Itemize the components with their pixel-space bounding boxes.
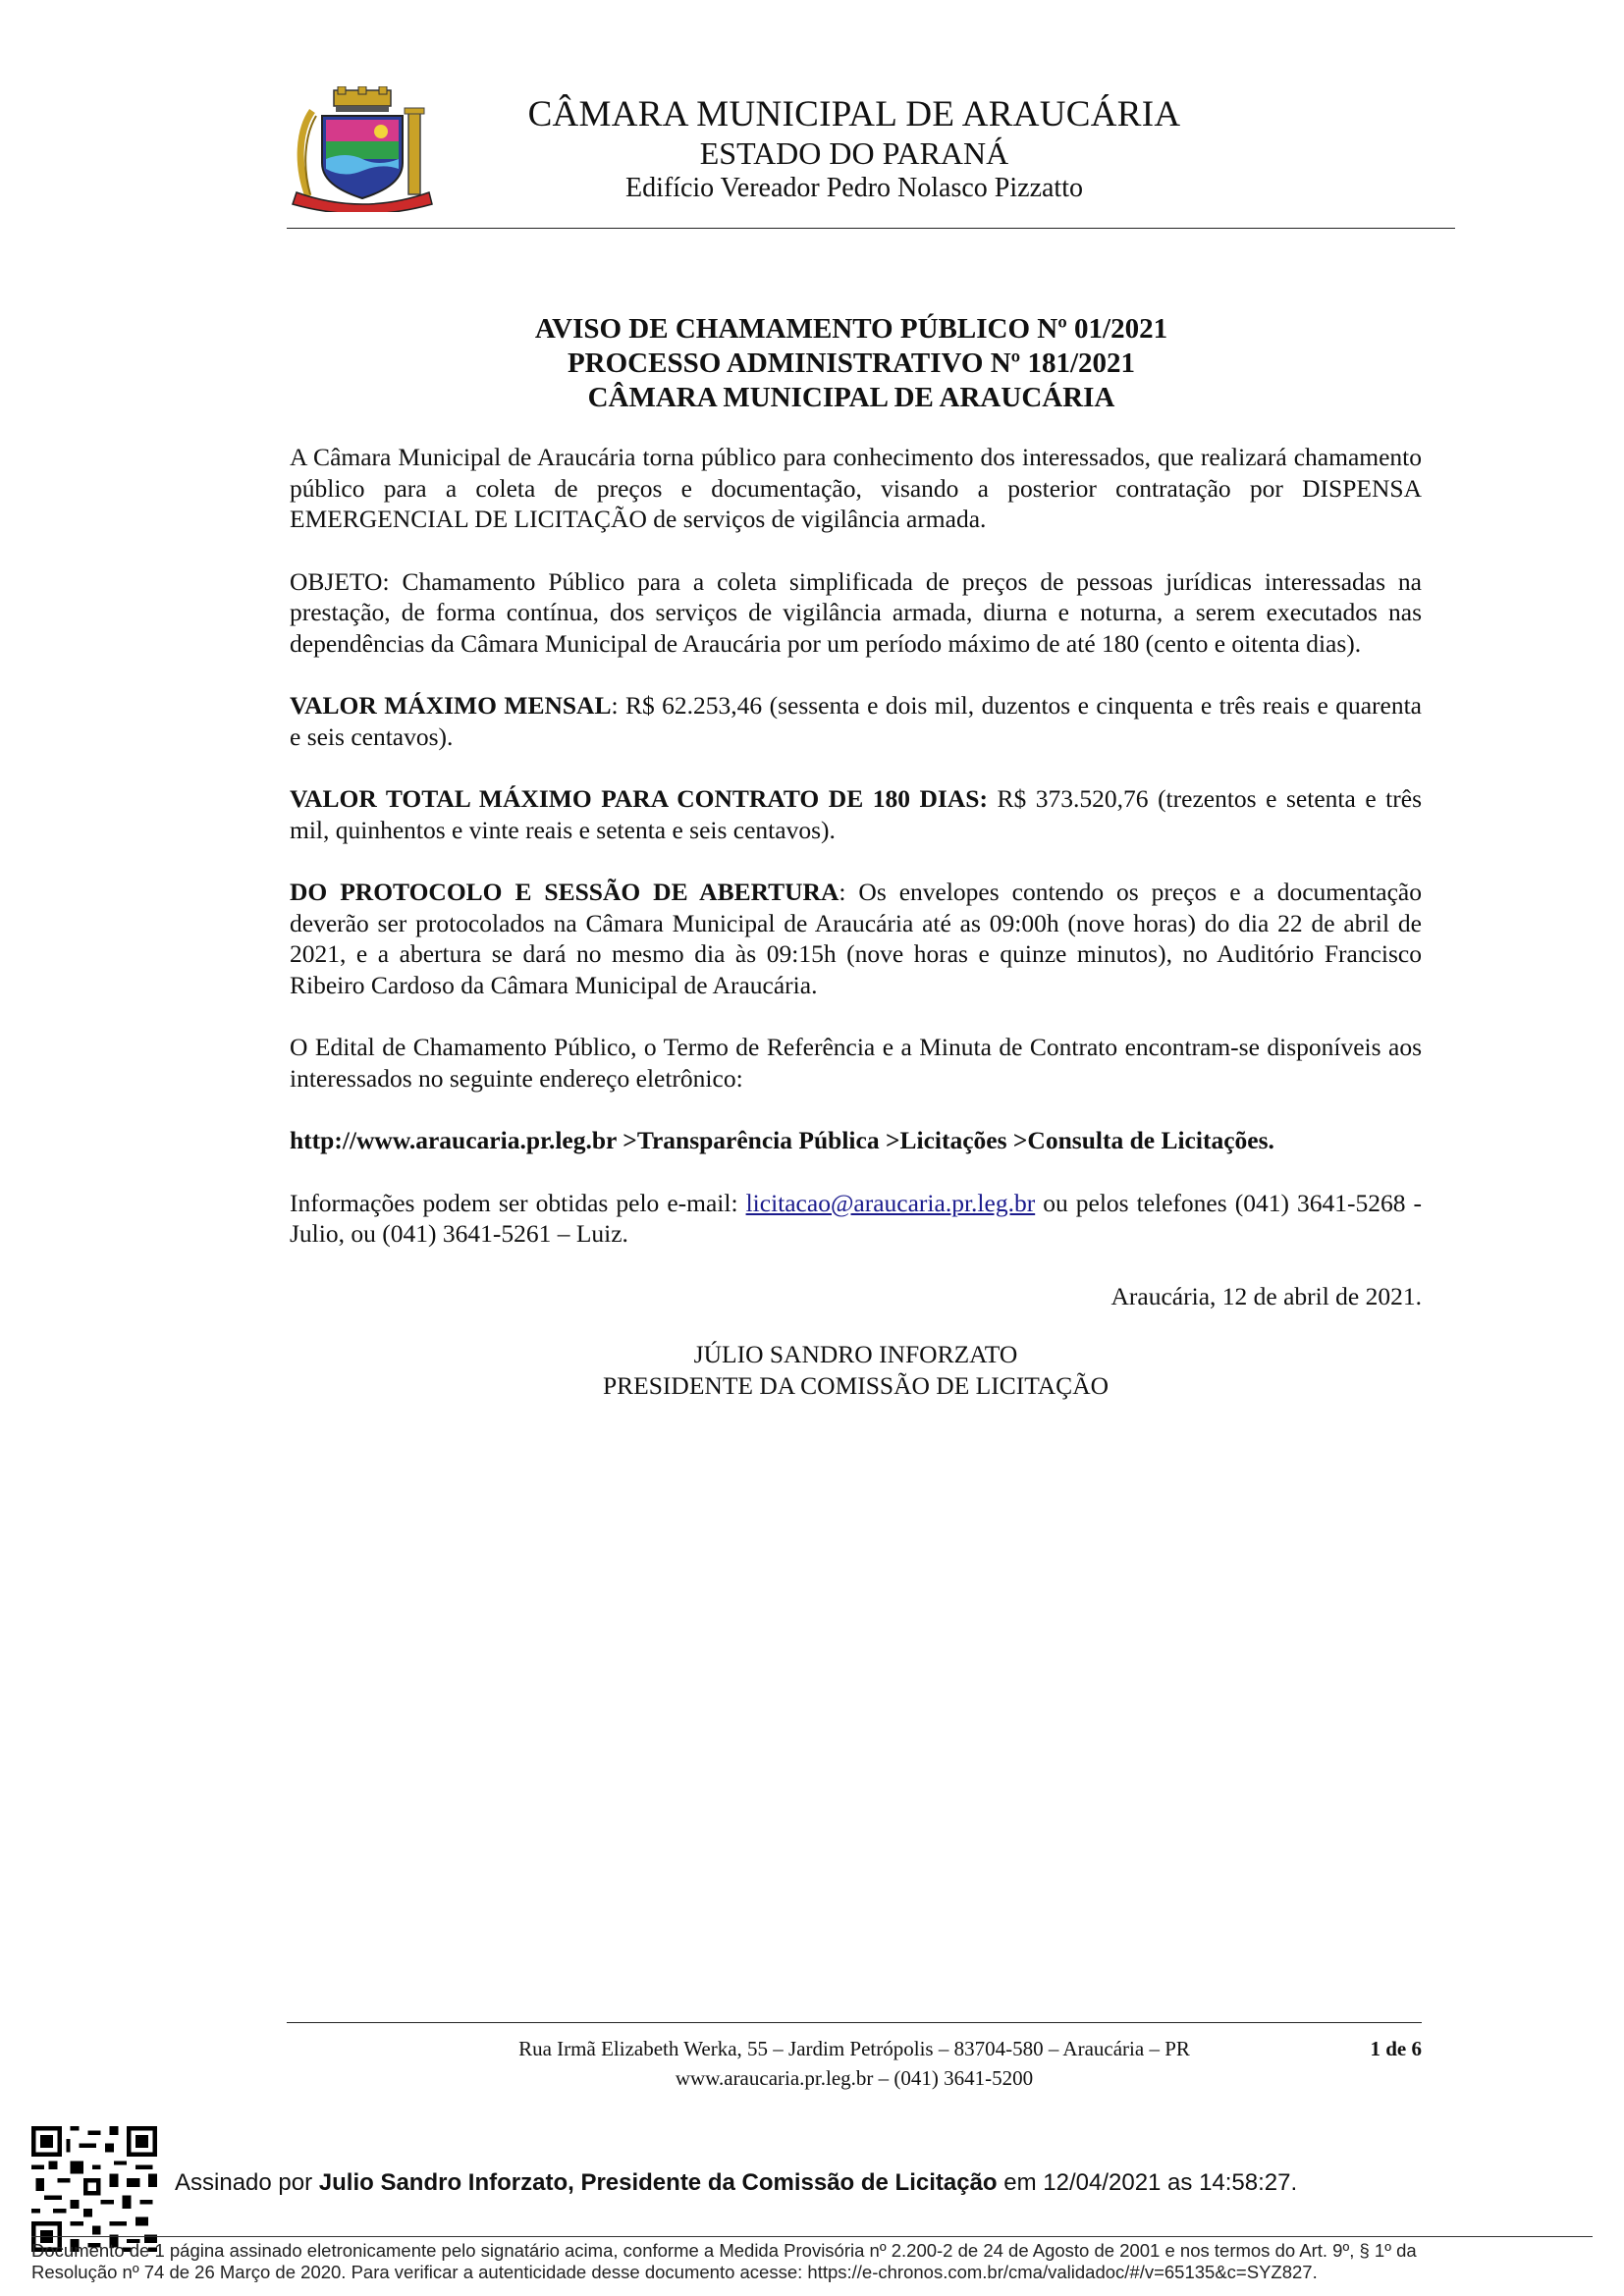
footer-divider: [287, 2022, 1422, 2023]
notice-title: [287, 312, 1416, 415]
qr-code-icon[interactable]: [31, 2126, 157, 2252]
info-prefix: Informações podem ser obtidas pelo e-mail:: [290, 1188, 746, 1217]
page-number: 1 de 6: [1370, 2037, 1422, 2060]
url-path-paragraph: [290, 1125, 1422, 1156]
header-divider: [287, 228, 1455, 229]
signer-name: JÚLIO SANDRO INFORZATO: [693, 1340, 1018, 1368]
digital-signature-line: [175, 2169, 1297, 2197]
verification-note: [31, 2240, 1593, 2283]
valor-total-text: R$ 373.520,76 (trezentos e setenta e três mil, quinhentos e vinte reais e setenta e seis centavos).: [290, 784, 1422, 844]
letterhead: [461, 94, 1247, 206]
signer-role: PRESIDENTE DA COMISSÃO DE LICITAÇÃO: [602, 1371, 1110, 1400]
verification-note-line-2: Resolução nº 74 de 26 Março de 2020. Para verificar a autenticidade desse documento acesse: https://e-chronos.com.br/cma/validadoc/#/v=65135&c=SYZ827.: [31, 2262, 1318, 2282]
page-footer: [287, 2034, 1422, 2093]
municipal-coat-of-arms-icon: [287, 86, 439, 212]
notice-body: [290, 442, 1422, 1402]
title-line-1: AVISO DE CHAMAMENTO PÚBLICO Nº 01/2021: [534, 313, 1168, 345]
verification-note-line-1: Documento de 1 página assinado eletronicamente pelo signatário acima, conforme a Medida Provisória nº 2.200-2 de 24 de Agosto de 2001 e nos termos do Art. 9º, § 1º da: [31, 2240, 1417, 2261]
valor-mensal-label: VALOR MÁXIMO MENSAL: [290, 691, 612, 720]
info-suffix: ou pelos telefones (041) 3641-5268 - Julio, ou (041) 3641-5261 – Luiz.: [290, 1188, 1422, 1248]
edital-paragraph: O Edital de Chamamento Público, o Termo de Referência e a Minuta de Contrato encontram-se disponíveis aos interessados no seguinte endereço eletrônico:: [290, 1033, 1422, 1093]
title-line-2: PROCESSO ADMINISTRATIVO Nº 181/2021: [567, 347, 1136, 379]
signed-by: Julio Sandro Inforzato, Presidente da Comissão de Licitação: [318, 2169, 998, 2196]
email-link[interactable]: licitacao@araucaria.pr.leg.br: [745, 1188, 1036, 1217]
protocolo-text: : Os envelopes contendo os preços e a documentação deverão ser protocolados na Câmara Municipal de Araucária até as 09:00h (nove horas) do dia 22 de abril de 2021, e a abertura se dará no mesmo dia às 09:15h (nove horas e quinze minutos), no Auditório Francisco Ribeiro Cardoso da Câmara Municipal de Araucária.: [290, 878, 1422, 999]
building-name: Edifício Vereador Pedro Nolasco Pizzatto: [624, 173, 1083, 203]
info-paragraph: [290, 1188, 1422, 1250]
signed-prefix: Assinado por: [175, 2169, 319, 2196]
title-line-3: CÂMARA MUNICIPAL DE ARAUCÁRIA: [587, 382, 1115, 413]
url-path: http://www.araucaria.pr.leg.br >Transparência Pública >Licitações >Consulta de Licitações.: [290, 1126, 1274, 1154]
intro-paragraph: A Câmara Municipal de Araucária torna público para conhecimento dos interessados, que realizará chamamento público para a coleta de preços e documentação, visando a posterior contratação por DISPENSA EMERGENCIAL DE LICITAÇÃO de serviços de vigilância armada.: [290, 443, 1422, 533]
objeto-paragraph: OBJETO: Chamamento Público para a coleta simplificada de preços de pessoas jurídicas interessadas na prestação, de forma contínua, dos serviços de vigilância armada, diurna e noturna, a serem executados nas dependências da Câmara Municipal de Araucária por um período máximo de até 180 (cento e oitenta dias).: [290, 566, 1422, 658]
valor-mensal-text: : R$ 62.253,46 (sessenta e dois mil, duzentos e cinquenta e três reais e quarenta e seis centavos).: [290, 691, 1423, 751]
protocolo-paragraph: [290, 877, 1422, 1000]
footer-address: Rua Irmã Elizabeth Werka, 55 – Jardim Petrópolis – 83704-580 – Araucária – PR: [518, 2037, 1190, 2060]
valor-total-label: VALOR TOTAL MÁXIMO PARA CONTRATO DE 180 DIAS:: [290, 784, 988, 813]
protocolo-label: DO PROTOCOLO E SESSÃO DE ABERTURA: [290, 878, 839, 906]
valor-mensal-paragraph: [290, 690, 1422, 752]
signature-divider: [31, 2236, 1593, 2237]
signature-block: [290, 1339, 1422, 1402]
institution-name: CÂMARA MUNICIPAL DE ARAUCÁRIA: [527, 94, 1181, 134]
footer-contact: www.araucaria.pr.leg.br – (041) 3641-5200: [675, 2066, 1034, 2090]
signed-suffix: em 12/04/2021 as 14:58:27.: [997, 2169, 1298, 2196]
state-name: ESTADO DO PARANÁ: [699, 135, 1009, 171]
date-place: Araucária, 12 de abril de 2021.: [1110, 1281, 1422, 1310]
valor-total-paragraph: [290, 783, 1422, 845]
